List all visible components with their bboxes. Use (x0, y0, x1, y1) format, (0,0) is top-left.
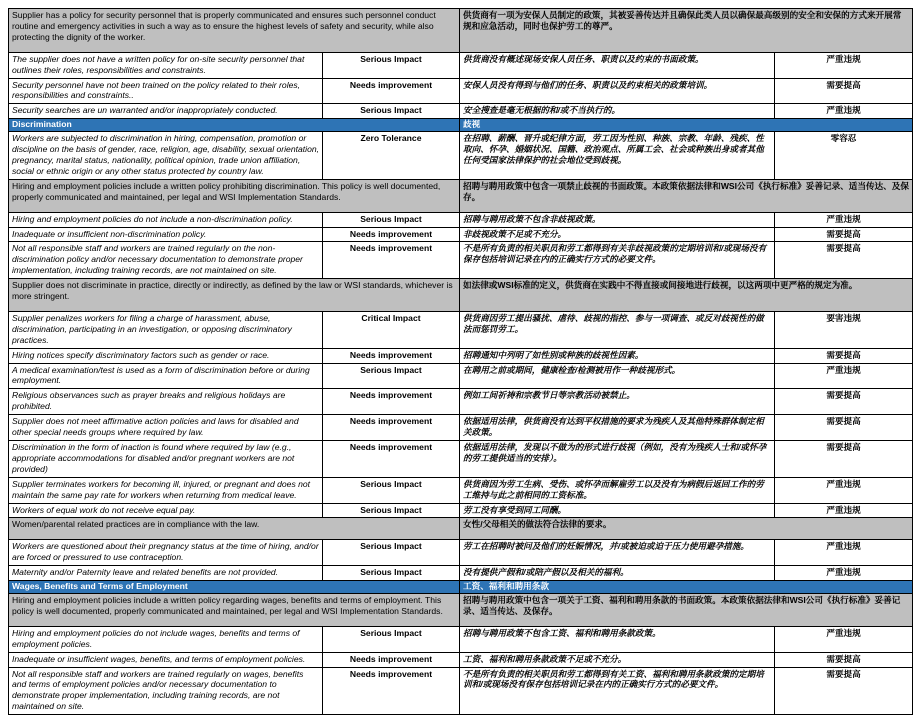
severity-cell: Serious Impact (323, 212, 460, 227)
compliance-table (8, 8, 913, 715)
severity-cell: Needs improvement (323, 348, 460, 363)
info-en-cell: Supplier does not discriminate in practice, directly or indirectly, as defined by the law or WSI standards, whichever is more stringent. (9, 279, 460, 312)
zh-description-cell: 劳工在招聘时被问及他们的妊娠情况，并/或被迫或迫于压力使用避孕措施。 (460, 540, 775, 566)
en-description-cell: Inadequate or insufficient non-discrimination policy. (9, 227, 323, 242)
zh-severity-cell: 零容忍 (775, 132, 913, 180)
item-row (9, 540, 913, 566)
en-description-cell: Security searches are un warranted and/or inappropriately conducted. (9, 104, 323, 119)
item-row (9, 389, 913, 415)
zh-severity-cell: 需要提高 (775, 389, 913, 415)
zh-severity-cell: 严重违规 (775, 212, 913, 227)
info-en-cell: Hiring and employment policies include a written policy regarding wages, benefits and terms of employment. This policy is well documented, properly communicated and maintained, per legal and WSI Implementation Standards. (9, 593, 460, 626)
zh-severity-cell: 需要提高 (775, 667, 913, 715)
zh-severity-cell: 需要提高 (775, 78, 913, 104)
zh-description-cell: 供货商没有概述现场安保人员任务、职责以及约束的书面政策。 (460, 52, 775, 78)
section-row (9, 119, 913, 132)
item-row (9, 242, 913, 279)
severity-cell: Needs improvement (323, 441, 460, 478)
zh-description-cell: 安全搜查是毫无根据的和/或不当执行的。 (460, 104, 775, 119)
zh-description-cell: 不是所有负责的相关职员和劳工都得到有关工资、福利和聘用条款政策的定期培训和/或现场没有保存包括培训记录在内的正确实行方式的必要文件。 (460, 667, 775, 715)
zh-severity-cell: 需要提高 (775, 441, 913, 478)
info-row (9, 279, 913, 312)
item-row (9, 441, 913, 478)
en-description-cell: Maternity and/or Paternity leave and related benefits are not provided. (9, 566, 323, 581)
severity-cell: Serious Impact (323, 540, 460, 566)
item-row (9, 311, 913, 348)
zh-description-cell: 招聘通知中列明了如性别或种族的歧视性因素。 (460, 348, 775, 363)
severity-cell: Needs improvement (323, 242, 460, 279)
zh-description-cell: 招聘与聘用政策不包含非歧视政策。 (460, 212, 775, 227)
zh-severity-cell: 需要提高 (775, 415, 913, 441)
zh-severity-cell: 要害违规 (775, 311, 913, 348)
section-row (9, 581, 913, 594)
en-description-cell: Workers of equal work do not receive equal pay. (9, 503, 323, 518)
severity-cell: Serious Impact (323, 104, 460, 119)
zh-severity-cell: 需要提高 (775, 348, 913, 363)
info-row (9, 518, 913, 540)
page (0, 8, 920, 715)
info-en-cell: Hiring and employment policies include a written policy prohibiting discrimination. This policy is well documented, properly communicated and maintained, per legal and WSI Implementation Standards. (9, 179, 460, 212)
info-en-cell: Supplier has a policy for security personnel that is properly communicated and ensures such personnel conduct routine and emergency activities in such a way as to ensure the highest levels of safety and security, while also protecting the dignity of the worker. (9, 9, 460, 53)
info-zh-cell: 供货商有一项为安保人员制定的政策，其被妥善传达并且确保此类人员以确保最高级别的安全和安保的方式来开展常规和应急活动，同时也保护劳工的尊严。 (460, 9, 913, 53)
item-row (9, 104, 913, 119)
item-row (9, 652, 913, 667)
zh-severity-cell: 严重违规 (775, 104, 913, 119)
en-description-cell: The supplier does not have a written policy for on-site security personnel that outlines their roles, responsibilities and constraints. (9, 52, 323, 78)
zh-description-cell: 非歧视政策不足或不充分。 (460, 227, 775, 242)
zh-description-cell: 依据适用法律，供货商没有达到平权措施的要求为残疾人及其他特殊群体制定相关政策。 (460, 415, 775, 441)
item-row (9, 227, 913, 242)
en-description-cell: Supplier does not meet affirmative action policies and laws for disabled and other special needs groups where required by law. (9, 415, 323, 441)
info-zh-cell: 招聘与聘用政策中包含一项禁止歧视的书面政策。本政策依据法律和WSI公司《执行标准》妥善记录、适当传达、及保存。 (460, 179, 913, 212)
info-row (9, 593, 913, 626)
item-row (9, 503, 913, 518)
severity-cell: Serious Impact (323, 477, 460, 503)
section-title-en-cell: Discrimination (9, 119, 460, 132)
info-zh-cell: 女性/父母相关的做法符合法律的要求。 (460, 518, 913, 540)
info-zh-cell: 招聘与聘用政策中包含一项关于工资、福利和聘用条款的书面政策。本政策依据法律和WSI公司《执行标准》妥善记录、适当传达、及保存。 (460, 593, 913, 626)
zh-severity-cell: 严重违规 (775, 52, 913, 78)
section-title-en-cell: Wages, Benefits and Terms of Employment (9, 581, 460, 594)
zh-description-cell: 例如工间祈祷和宗教节日等宗教活动被禁止。 (460, 389, 775, 415)
info-en-cell: Women/parental related practices are in compliance with the law. (9, 518, 460, 540)
zh-severity-cell: 严重违规 (775, 503, 913, 518)
section-title-zh-cell: 工资、福利和聘用条款 (460, 581, 913, 594)
severity-cell: Needs improvement (323, 389, 460, 415)
zh-severity-cell: 需要提高 (775, 227, 913, 242)
severity-cell: Critical Impact (323, 311, 460, 348)
zh-description-cell: 供货商因劳工提出骚扰、虐待、歧视的指控、参与一项调查、或反对歧视性的做法而惩罚劳工。 (460, 311, 775, 348)
en-description-cell: Not all responsible staff and workers are trained regularly on the non-discrimination policy and/or necessary documentation to demonstrate proper implementation, including training records, are not maintained on site. (9, 242, 323, 279)
severity-cell: Serious Impact (323, 363, 460, 389)
severity-cell: Serious Impact (323, 52, 460, 78)
en-description-cell: A medical examination/test is used as a form of discrimination before or during employment. (9, 363, 323, 389)
zh-description-cell: 在招聘、薪酬、晋升或纪律方面，劳工因为性别、种族、宗教、年龄、残疾、性取向、怀孕、婚姻状况、国籍、政治观点、所属工会、社会或种族出身或者其他任何受国家法律保护的社会地位受到歧视。 (460, 132, 775, 180)
en-description-cell: Discrimination in the form of inaction is found where required by law (e.g., appropriate accommodations for disabled and/or pregnant workers are not provided) (9, 441, 323, 478)
severity-cell: Needs improvement (323, 415, 460, 441)
item-row (9, 566, 913, 581)
zh-severity-cell: 需要提高 (775, 652, 913, 667)
zh-description-cell: 在聘用之前或期间，健康检查/检测被用作一种歧视形式。 (460, 363, 775, 389)
item-row (9, 132, 913, 180)
zh-description-cell: 安保人员没有得到与他们的任务、职责以及约束相关的政策培训。 (460, 78, 775, 104)
severity-cell: Needs improvement (323, 78, 460, 104)
info-zh-cell: 如法律或WSI标准的定义，供货商在实践中不得直接或间接地进行歧视，以这两项中更严格的规定为准。 (460, 279, 913, 312)
info-row (9, 9, 913, 53)
item-row (9, 667, 913, 715)
en-description-cell: Not all responsible staff and workers are trained regularly on wages, benefits and terms of employment policies and/or necessary documentation to demonstrate proper implementation, including training records, are not maintained on site. (9, 667, 323, 715)
zh-severity-cell: 严重违规 (775, 626, 913, 652)
item-row (9, 212, 913, 227)
zh-description-cell: 劳工没有享受到同工同酬。 (460, 503, 775, 518)
zh-description-cell: 不是所有负责的相关职员和劳工都得到有关非歧视政策的定期培训和/或现场没有保存包括培训记录在内的正确实行方式的必要文件。 (460, 242, 775, 279)
en-description-cell: Security personnel have not been trained on the policy related to their roles, responsibilities and constraints.. (9, 78, 323, 104)
info-row (9, 179, 913, 212)
item-row (9, 415, 913, 441)
en-description-cell: Hiring and employment policies do not include wages, benefits and terms of employment policies. (9, 626, 323, 652)
en-description-cell: Hiring and employment policies do not include a non-discrimination policy. (9, 212, 323, 227)
severity-cell: Needs improvement (323, 652, 460, 667)
zh-description-cell: 招聘与聘用政策不包含工资、福利和聘用条款政策。 (460, 626, 775, 652)
zh-description-cell: 工资、福利和聘用条款政策不足或不充分。 (460, 652, 775, 667)
item-row (9, 52, 913, 78)
zh-severity-cell: 严重违规 (775, 477, 913, 503)
severity-cell: Needs improvement (323, 667, 460, 715)
zh-description-cell: 依据适用法律，发现以不做为的形式进行歧视（例如，没有为残疾人士和/或怀孕的劳工提供适当的安排）。 (460, 441, 775, 478)
en-description-cell: Supplier terminates workers for becoming ill, injured, or pregnant and does not maintain the same pay rate for workers when returning from medical leave. (9, 477, 323, 503)
severity-cell: Serious Impact (323, 626, 460, 652)
zh-severity-cell: 需要提高 (775, 242, 913, 279)
zh-description-cell: 没有提供产假和/或陪产假以及相关的福利。 (460, 566, 775, 581)
en-description-cell: Religious observances such as prayer breaks and religious holidays are prohibited. (9, 389, 323, 415)
en-description-cell: Hiring notices specify discriminatory factors such as gender or race. (9, 348, 323, 363)
zh-description-cell: 供货商因为劳工生病、受伤、或怀孕而解雇劳工以及没有为病假后返回工作的劳工维持与此之前相同的工资标准。 (460, 477, 775, 503)
en-description-cell: Workers are questioned about their pregnancy status at the time of hiring, and/or are forced or pressured to use contraception. (9, 540, 323, 566)
en-description-cell: Supplier penalizes workers for filing a charge of harassment, abuse, discrimination, participating in an investigation, or opposing discriminatory practices. (9, 311, 323, 348)
en-description-cell: Inadequate or insufficient wages, benefits, and terms of employment policies. (9, 652, 323, 667)
item-row (9, 626, 913, 652)
severity-cell: Zero Tolerance (323, 132, 460, 180)
item-row (9, 348, 913, 363)
item-row (9, 78, 913, 104)
severity-cell: Serious Impact (323, 503, 460, 518)
zh-severity-cell: 严重违规 (775, 363, 913, 389)
severity-cell: Needs improvement (323, 227, 460, 242)
item-row (9, 363, 913, 389)
section-title-zh-cell: 歧视 (460, 119, 913, 132)
zh-severity-cell: 严重违规 (775, 540, 913, 566)
item-row (9, 477, 913, 503)
zh-severity-cell: 严重违规 (775, 566, 913, 581)
en-description-cell: Workers are subjected to discrimination in hiring, compensation, promotion or discipline on the basis of gender, race, religion, age, disability, sexual orientation, pregnancy, marital status, nationality, political opinion, trade union affiliation, social or ethnic origin or any other status protected by country law. (9, 132, 323, 180)
severity-cell: Serious Impact (323, 566, 460, 581)
